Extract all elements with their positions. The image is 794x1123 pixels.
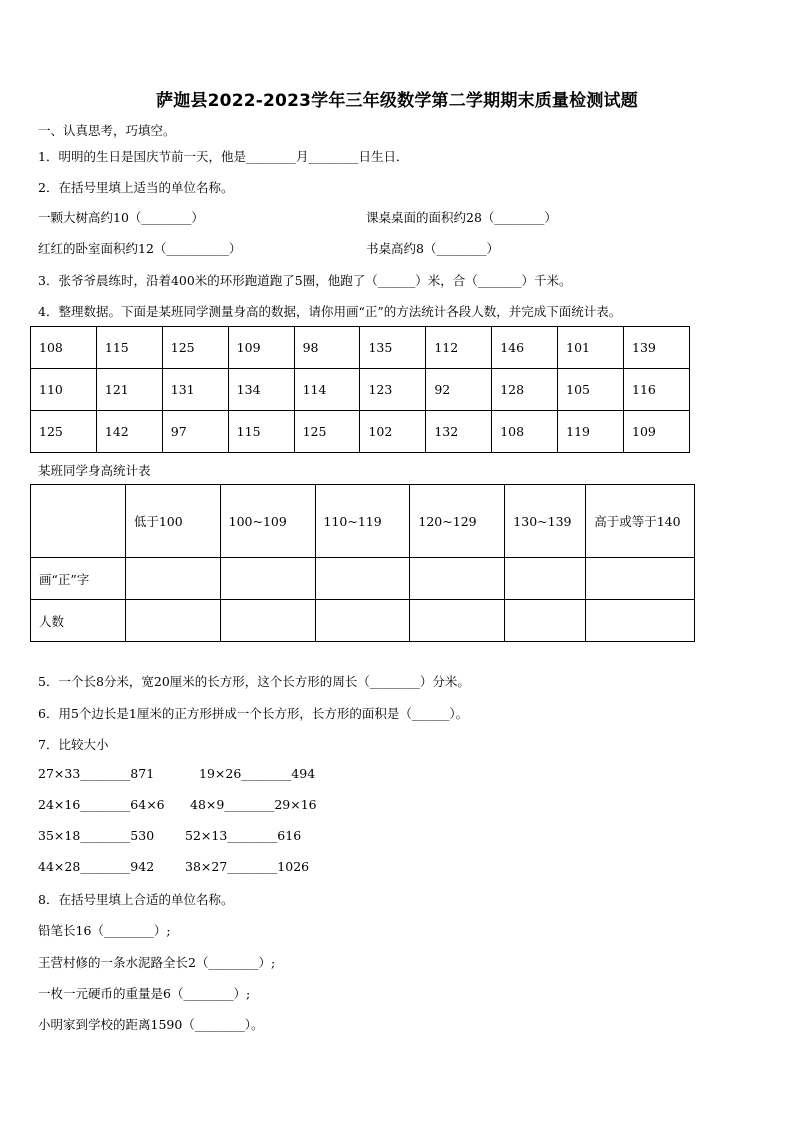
answer-cell[interactable] [410, 600, 505, 642]
question-8: 8．在括号里填上合适的单位名称。 [38, 892, 234, 907]
table-cell: 139 [624, 327, 690, 369]
answer-cell[interactable] [586, 558, 695, 600]
column-header: 120~129 [410, 485, 505, 558]
table-row [31, 600, 695, 642]
q8-item: 铅笔长16（________）; [38, 923, 171, 938]
row-label: 画“正”字 [31, 558, 126, 600]
column-header: 130~139 [505, 485, 586, 558]
table-cell: 135 [360, 327, 426, 369]
question-3: 3．张爷爷晨练时，沿着400米的环形跑道跑了5圈，他跑了（______）米，合（_______）千米。 [38, 273, 572, 288]
table-cell: 125 [294, 411, 360, 453]
table-cell: 108 [492, 411, 558, 453]
table-row [31, 411, 690, 453]
table-cell: 102 [360, 411, 426, 453]
question-5: 5．一个长8分米，宽20厘米的长方形，这个长方形的周长（________）分米。 [38, 674, 470, 689]
table-cell: 134 [228, 369, 294, 411]
q8-item: 小明家到学校的距离1590（________）。 [38, 1017, 264, 1032]
table-cell: 92 [426, 369, 492, 411]
answer-cell[interactable] [505, 600, 586, 642]
q2-item: 红红的卧室面积约12（__________） [38, 241, 242, 256]
question-4: 4．整理数据。下面是某班同学测量身高的数据，请你用画“正”的方法统计各段人数，并完成下面统计表。 [38, 304, 622, 319]
table-cell: 119 [558, 411, 624, 453]
table-cell: 109 [228, 327, 294, 369]
stats-table [30, 484, 695, 642]
column-header: 高于或等于140 [586, 485, 695, 558]
table-cell: 125 [31, 411, 97, 453]
answer-cell[interactable] [586, 600, 695, 642]
answer-cell[interactable] [125, 600, 220, 642]
section-heading: 一、认真思考，巧填空。 [38, 123, 176, 138]
row-label: 人数 [31, 600, 126, 642]
answer-cell[interactable] [410, 558, 505, 600]
compare-item: 35×18________530 [38, 828, 155, 843]
q8-item: 王营村修的一条水泥路全长2（________）; [38, 955, 276, 970]
table-cell: 115 [228, 411, 294, 453]
column-header: 100~109 [220, 485, 315, 558]
compare-item: 38×27________1026 [185, 859, 310, 874]
question-6: 6．用5个边长是1厘米的正方形拼成一个长方形，长方形的面积是（______）。 [38, 706, 469, 721]
page-title: 萨迦县2022-2023学年三年级数学第二学期期末质量检测试题 [156, 91, 638, 111]
table-cell: 123 [360, 369, 426, 411]
answer-cell[interactable] [220, 558, 315, 600]
table-cell: 112 [426, 327, 492, 369]
answer-cell[interactable] [505, 558, 586, 600]
table-cell: 121 [96, 369, 162, 411]
table-header-row [31, 485, 695, 558]
compare-item: 19×26________494 [199, 766, 316, 781]
compare-item: 48×9________29×16 [190, 797, 317, 812]
table-cell: 146 [492, 327, 558, 369]
table-cell: 142 [96, 411, 162, 453]
question-2: 2．在括号里填上适当的单位名称。 [38, 180, 234, 195]
table-cell: 116 [624, 369, 690, 411]
table-cell: 108 [31, 327, 97, 369]
table-cell: 109 [624, 411, 690, 453]
table-cell: 128 [492, 369, 558, 411]
table-row [31, 558, 695, 600]
question-1: 1．明明的生日是国庆节前一天，他是________月________日生日． [38, 149, 409, 164]
table-cell: 101 [558, 327, 624, 369]
answer-cell[interactable] [315, 558, 410, 600]
stats-table-caption: 某班同学身高统计表 [38, 463, 151, 478]
table-cell: 105 [558, 369, 624, 411]
compare-item: 27×33________871 [38, 766, 155, 781]
table-row [31, 327, 690, 369]
table-cell: 98 [294, 327, 360, 369]
compare-item: 24×16________64×6 [38, 797, 165, 812]
table-cell: 115 [96, 327, 162, 369]
table-cell: 132 [426, 411, 492, 453]
table-cell: 125 [162, 327, 228, 369]
column-header: 低于100 [125, 485, 220, 558]
answer-cell[interactable] [125, 558, 220, 600]
answer-cell[interactable] [315, 600, 410, 642]
table-cell: 131 [162, 369, 228, 411]
table-row [31, 369, 690, 411]
compare-item: 52×13________616 [185, 828, 302, 843]
table-cell: 110 [31, 369, 97, 411]
table-cell: 114 [294, 369, 360, 411]
column-header: 110~119 [315, 485, 410, 558]
compare-item: 44×28________942 [38, 859, 155, 874]
table-cell-empty [31, 485, 126, 558]
q2-item: 一颗大树高约10（________） [38, 210, 204, 225]
q8-item: 一枚一元硬币的重量是6（________）; [38, 986, 251, 1001]
height-data-table [30, 326, 690, 453]
q2-item: 课桌桌面的面积约28（________） [366, 210, 557, 225]
question-7: 7．比较大小 [38, 737, 109, 752]
table-cell: 97 [162, 411, 228, 453]
q2-item: 书桌高约8（________） [366, 241, 499, 256]
answer-cell[interactable] [220, 600, 315, 642]
